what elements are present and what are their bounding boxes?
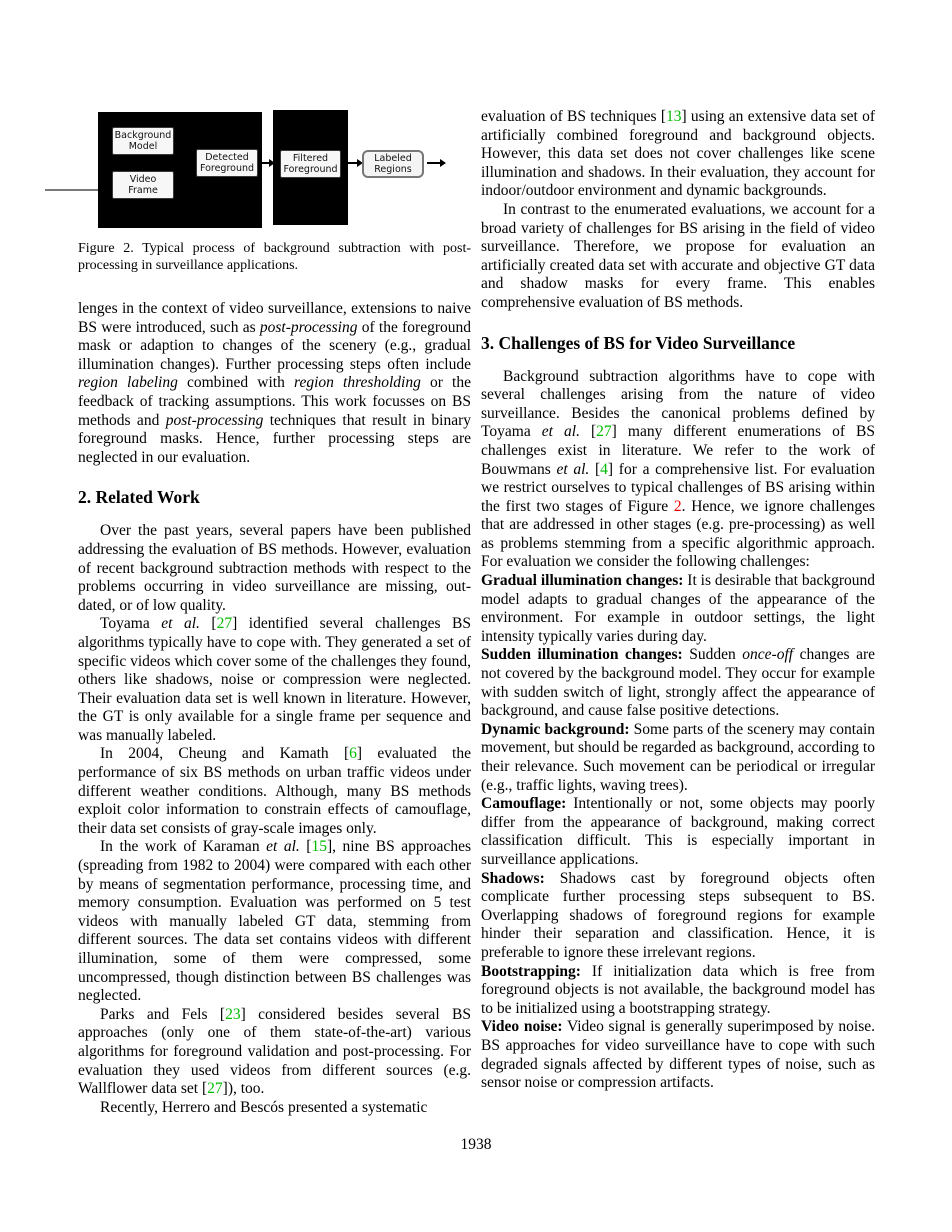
filtered-foreground-node: Filtered Foreground <box>280 150 341 178</box>
input-flow-line <box>45 189 98 191</box>
flow-arrow-icon <box>427 162 440 164</box>
background-subtraction-stage-box <box>98 112 262 228</box>
paragraph: Shadows: Shadows cast by foreground objects often complicate further processing steps subsequent to BS. Overlapping shadows of foreground regions for example hinder their separation and classification. Hence, it is preferable to ignore these irrelevant regions. <box>481 869 875 961</box>
paragraph: Bootstrapping: If initialization data which is free from foreground objects is not available, the background model has to be initialized using a bootstrapping strategy. <box>481 962 875 1017</box>
paragraph: Toyama et al. [27] identified several challenges BS algorithms typically have to cope with. They generated a set of specific videos which cover some of the challenges they found, others like shadows, noise or compression were neglected. Their evaluation data set is well known in literature. However, the GT is only available for a single frame per sequence and was manually labeled. <box>78 615 471 744</box>
paragraph: In contrast to the enumerated evaluations, we account for a broad variety of challenges for BS arising in the field of video surveillance. Therefore, we propose for evaluation an artificially created data set with accurate and objective GT data and shadow masks for every frame. This enables comprehensive evaluation of BS methods. <box>481 200 875 311</box>
paragraph: In the work of Karaman et al. [15], nine BS approaches (spreading from 1982 to 2004) were compared with each other by means of segmentation performance, processing time, and memory consumption. Evaluation was performed on 5 test videos with manually labeled GT data, stemming from different sources. The data set contains videos with different illumination, some of them were compressed, some uncompressed, though distinction between BS challenges was neglected. <box>78 838 471 1005</box>
right-column <box>481 108 875 1093</box>
paragraph: Parks and Fels [23] considered besides several BS approaches (only one of them state-of-the-art) various algorithms for foreground validation and post-processing. For evaluation they used videos from different sources (e.g. Wallflower data set [27]), too. <box>78 1005 471 1098</box>
section-heading: 2. Related Work <box>78 487 200 508</box>
paragraph: lenges in the context of video surveillance, extensions to naive BS were introduced, such as post-processing of the foreground mask or adaption to changes of the scenery (e.g., gradual illumination changes). Further processing steps often include region labeling combined with region thresholding or the feedback of tracking assumptions. This work focusses on BS methods and post-processing techniques that result in binary foreground masks. Hence, further processing steps are neglected in our evaluation. <box>78 300 471 466</box>
paragraph: Over the past years, several papers have been published addressing the evaluation of BS methods. However, evaluation of recent background subtraction methods with respect to the problems occurring in video surveillance are missing, out-dated, or of low quality. <box>78 522 471 614</box>
left-column-text <box>78 300 471 1117</box>
flow-arrow-icon <box>348 162 357 164</box>
flow-arrow-icon <box>262 162 269 164</box>
paragraph: Camouflage: Intentionally or not, some objects may poorly differ from the appearance of background, making correct classification difficult. This is especially important in surveillance applications. <box>481 795 875 868</box>
section-heading: 3. Challenges of BS for Video Surveillance <box>481 332 796 353</box>
paragraph: Sudden illumination changes: Sudden once-off changes are not covered by the background model. They occur for example with sudden switch of light, strongly affect the appearance of background, and cause false positive detections. <box>481 646 876 720</box>
paragraph: Dynamic background: Some parts of the scenery may contain movement, but should be regarded as background, according to their relevance. Such movement can be periodical or irregular (e.g., traffic lights, waving trees). <box>481 720 875 794</box>
page-number: 1938 <box>460 1136 492 1153</box>
paragraph: Recently, Herrero and Bescós presented a systematic <box>100 1098 428 1116</box>
detected-foreground-node: Detected Foreground <box>196 149 258 177</box>
paragraph: In 2004, Cheung and Kamath [6] evaluated the performance of six BS methods on urban traffic videos under different weather conditions. Although, many BS methods exploit color information to constrain effects of camouflage, their data set consists of gray-scale images only. <box>78 745 471 837</box>
figure-caption: Figure 2. Typical process of background subtraction with post-processing in surveillance applications. <box>78 241 471 273</box>
figure-2 <box>78 110 471 274</box>
paragraph: Gradual illumination changes: It is desirable that background model adapts to gradual changes of the appearance of the environment. For example in outdoor settings, the light intensity typically varies during day. <box>481 572 875 645</box>
paragraph: Video noise: Video signal is generally superimposed by noise. BS approaches for video surveillance have to cope with such degraded signals affected by different types of noise, such as sensor noise or compression artifacts. <box>481 1018 875 1092</box>
right-column-text <box>481 108 875 1093</box>
postprocessing-stage-box <box>273 110 348 225</box>
video-frame-node: Video Frame <box>112 171 174 199</box>
figure-2-diagram <box>78 110 471 230</box>
paragraph: Background subtraction algorithms have to cope with several challenges arising from the nature of video surveillance. Besides the canonical problems defined by Toyama et al. [27] many different enumerations of BS challenges exist in literature. We refer to the work of Bouwmans et al. [4] for a comprehensive list. For evaluation we restrict ourselves to typical challenges of BS arising within the first two stages of Figure 2. Hence, we ignore challenges that are addressed in other stages (e.g. pre-processing) as well as problems stemming from a specific algorithmic approach. For evaluation we consider the following challenges: <box>481 367 876 571</box>
left-column <box>78 110 471 1117</box>
background-model-node: Background Model <box>112 127 174 155</box>
labeled-regions-node: Labeled Regions <box>362 150 424 178</box>
paragraph: evaluation of BS techniques [13] using an extensive data set of artificially combined foreground and background objects. However, this data set does not cover challenges like scene illumination and shadows. In their evaluation, they account for indoor/outdoor environment and dynamic backgrounds. <box>481 108 876 200</box>
